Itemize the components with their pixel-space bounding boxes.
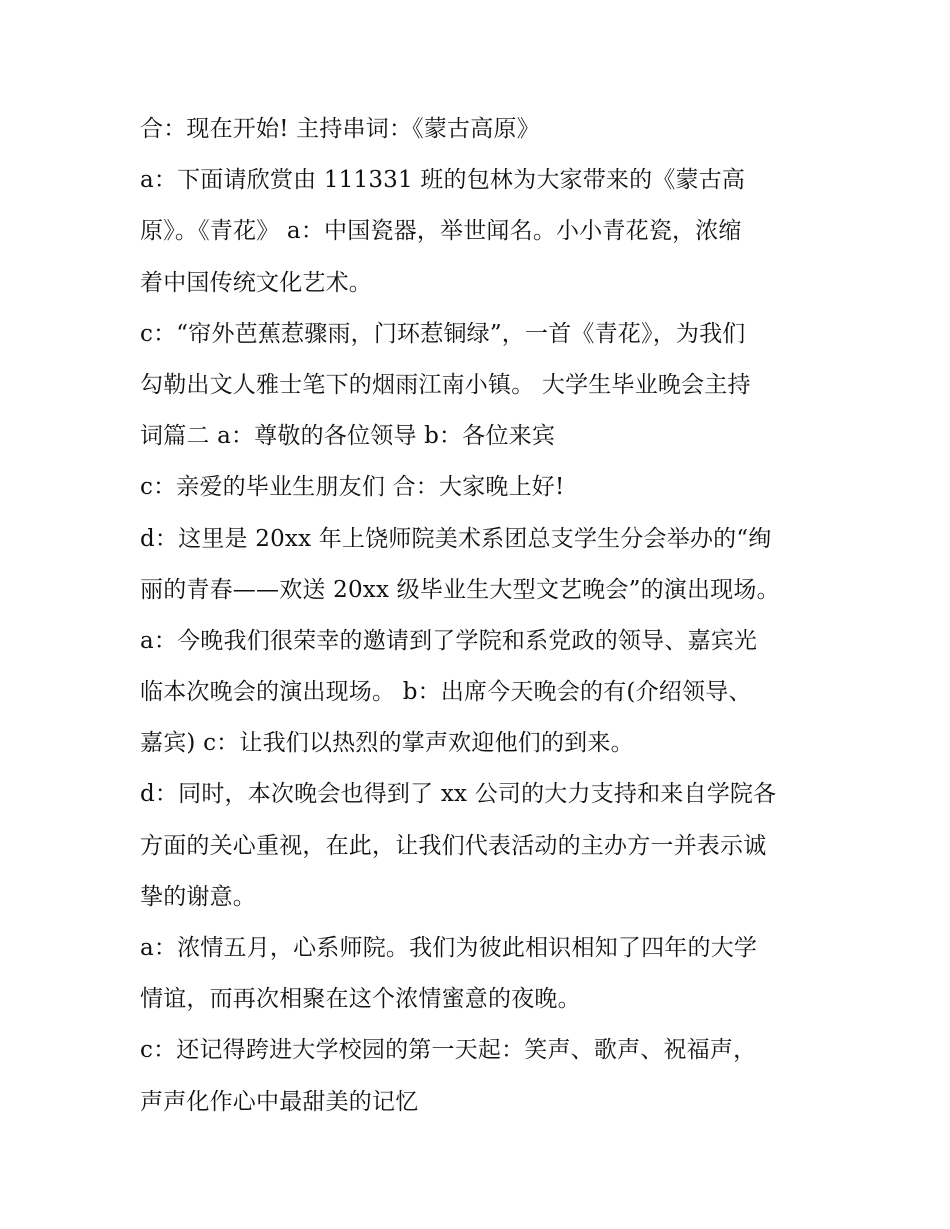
text-line: 词篇二 a：尊敬的各位领导 b：各位来宾 — [140, 423, 556, 450]
text-line: 嘉宾) c：让我们以热烈的掌声欢迎他们的到来。 — [140, 730, 634, 757]
text-line: 声声化作心中最甜美的记忆 — [140, 1088, 419, 1115]
text-line: 原》。《青花》 a：中国瓷器，举世闻名。小小青花瓷，浓缩 — [140, 218, 742, 245]
text-line: 挚的谢意。 — [140, 883, 256, 910]
text-line: 着中国传统文化艺术。 — [140, 269, 372, 296]
text-line: c：“帘外芭蕉惹骤雨，门环惹铜绿”，一首《青花》，为我们 — [140, 320, 746, 347]
text-line: 情谊，而再次相聚在这个浓情蜜意的夜晚。 — [140, 986, 581, 1013]
text-line: a：下面请欣赏由 111331 班的包林为大家带来的《蒙古高 — [140, 167, 746, 194]
text-line: c：亲爱的毕业生朋友们 合：大家晚上好! — [140, 474, 565, 501]
text-line: 勾勒出文人雅士笔下的烟雨江南小镇。 大学生毕业晚会主持 — [140, 371, 751, 398]
document-body — [140, 104, 830, 1128]
text-line: 合：现在开始! 主持串词：《蒙古高原》 — [140, 116, 540, 142]
text-line: 临本次晚会的演出现场。 b：出席今天晚会的有(介绍领导、 — [140, 679, 752, 706]
text-line: c：还记得跨进大学校园的第一天起：笑声、歌声、祝福声， — [140, 1037, 757, 1064]
text-line: 方面的关心重视，在此，让我们代表活动的主办方一并表示诚 — [140, 832, 767, 859]
text-line: a：浓情五月，心系师院。我们为彼此相识相知了四年的大学 — [140, 935, 758, 961]
text-line: d：这里是 20xx 年上饶师院美术系团总支学生分会举办的“绚 — [140, 525, 772, 552]
text-line: d：同时，本次晚会也得到了 xx 公司的大力支持和来自学院各 — [140, 781, 777, 808]
text-line: 丽的青春——欢送 20xx 级毕业生大型文艺晚会”的演出现场。 — [140, 576, 780, 603]
text-line: a：今晚我们很荣幸的邀请到了学院和系党政的领导、嘉宾光 — [140, 627, 758, 654]
